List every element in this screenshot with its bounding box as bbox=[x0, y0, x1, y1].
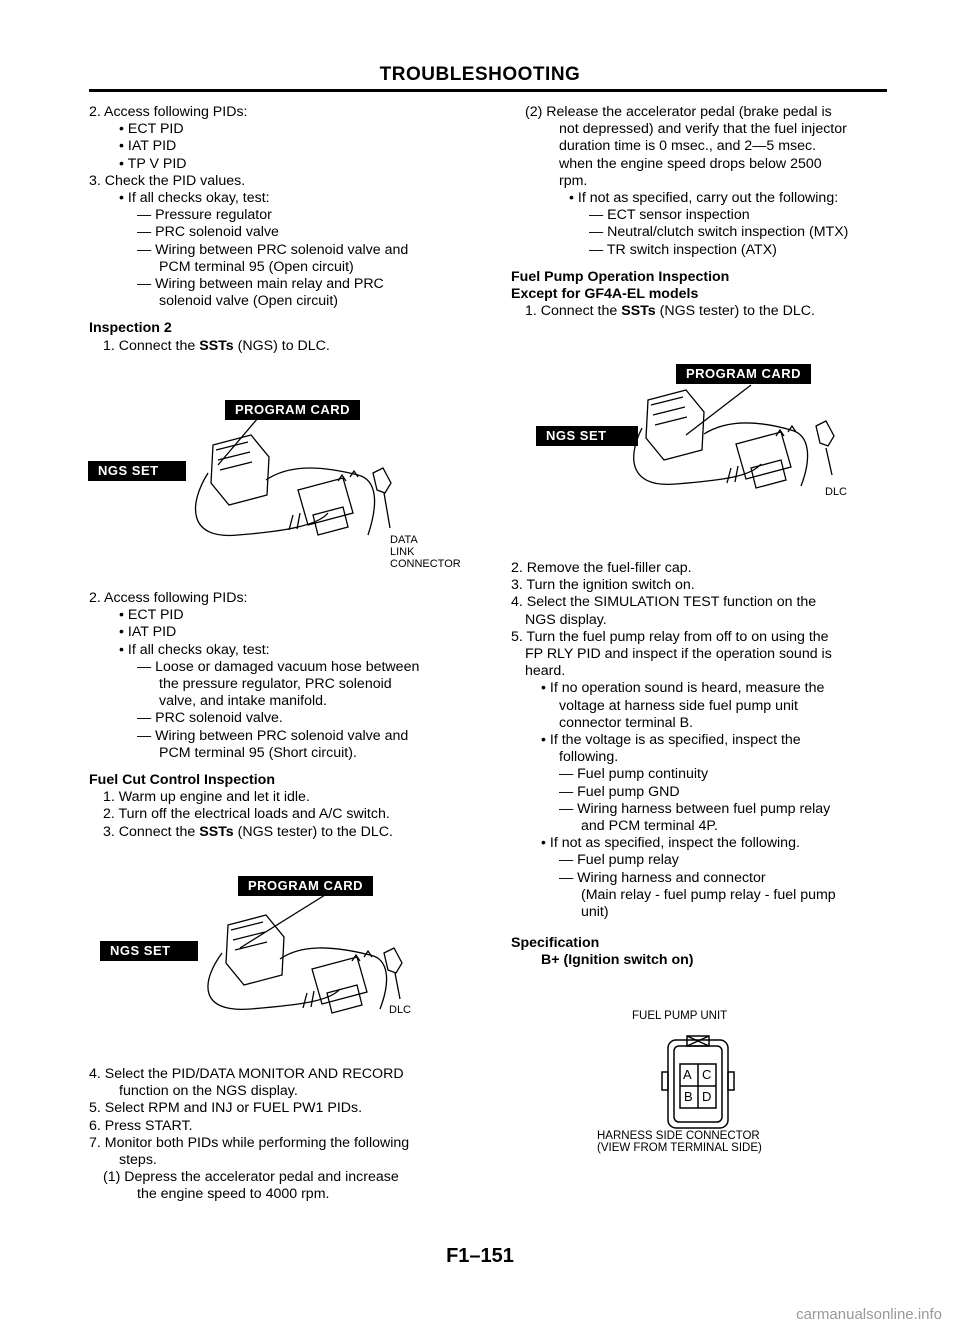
text-line: — PRC solenoid valve bbox=[137, 224, 279, 241]
text-line: 5. Select RPM and INJ or FUEL PW1 PIDs. bbox=[89, 1100, 363, 1117]
text-line: • TP V PID bbox=[119, 155, 187, 172]
header-rule bbox=[89, 89, 887, 92]
text-line: • If no operation sound is heard, measure the bbox=[541, 680, 825, 697]
text-line: — Fuel pump relay bbox=[559, 852, 679, 869]
text-line: rpm. bbox=[559, 172, 588, 189]
text-line: heard. bbox=[525, 663, 566, 680]
figure-label: CONNECTOR bbox=[390, 558, 461, 570]
text-line: 6. Press START. bbox=[89, 1117, 193, 1134]
ngs-connection-figure-1 bbox=[88, 395, 461, 575]
text-line: and PCM terminal 4P. bbox=[581, 818, 718, 835]
text-line: 3. Check the PID values. bbox=[89, 172, 246, 189]
ngs-set-tag: NGS SET bbox=[536, 426, 638, 446]
ngs-connection-figure-3 bbox=[536, 360, 856, 510]
text-line: duration time is 0 msec., and 2—5 msec. bbox=[559, 138, 817, 155]
text-line: — Wiring harness between fuel pump relay bbox=[559, 800, 831, 817]
text-line: 5. Turn the fuel pump relay from off to on using the bbox=[511, 628, 829, 645]
ngs-connection-figure-2 bbox=[100, 873, 440, 1043]
text-line: connector terminal B. bbox=[559, 714, 694, 731]
pin-label: A bbox=[683, 1067, 692, 1082]
text-line: • If not as specified, inspect the following. bbox=[541, 835, 800, 852]
text-line: • If the voltage is as specified, inspect the bbox=[541, 732, 801, 749]
text-line: — Wiring between PRC solenoid valve and bbox=[137, 241, 409, 258]
text-line: • If all checks okay, test: bbox=[119, 190, 270, 207]
text-line: 2. Turn off the electrical loads and A/C switch. bbox=[103, 806, 390, 823]
text-line: — PRC solenoid valve. bbox=[137, 710, 283, 727]
text-line: — Neutral/clutch switch inspection (MTX) bbox=[589, 224, 849, 241]
figure-label: LINK bbox=[390, 546, 415, 558]
text-line: (1) Depress the accelerator pedal and increase bbox=[103, 1169, 399, 1186]
pin-label: D bbox=[702, 1089, 712, 1104]
text-line: — Fuel pump GND bbox=[559, 783, 680, 800]
section-title: Fuel Cut Control Inspection bbox=[89, 772, 276, 789]
text-line: — TR switch inspection (ATX) bbox=[589, 241, 777, 258]
text-line: 7. Monitor both PIDs while performing the following bbox=[89, 1134, 410, 1151]
text-line: 1. Connect the SSTs (NGS tester) to the DLC. bbox=[525, 303, 815, 320]
section-title: Fuel Pump Operation Inspection bbox=[511, 268, 730, 285]
text-line: solenoid valve (Open circuit) bbox=[159, 293, 338, 310]
text-line: 1. Connect the SSTs (NGS) to DLC. bbox=[103, 337, 330, 354]
text-line: PCM terminal 95 (Short circuit). bbox=[159, 744, 357, 761]
text-line: — Wiring harness and connector bbox=[559, 869, 766, 886]
text-line: 2. Remove the fuel-filler cap. bbox=[511, 560, 692, 576]
figure-label: DLC bbox=[389, 1004, 412, 1016]
text-line: function on the NGS display. bbox=[119, 1083, 298, 1100]
section-title: Inspection 2 bbox=[89, 320, 172, 337]
text-line: 3. Connect the SSTs (NGS tester) to the DLC. bbox=[103, 823, 393, 840]
watermark: carmanualsonline.info bbox=[796, 1306, 942, 1323]
text-line: unit) bbox=[581, 904, 609, 921]
text-line: steps. bbox=[119, 1152, 157, 1169]
text-line: PCM terminal 95 (Open circuit) bbox=[159, 258, 354, 275]
pin-label: C bbox=[702, 1067, 712, 1082]
program-card-tag: PROGRAM CARD bbox=[238, 876, 373, 896]
text-line: • If not as specified, carry out the following: bbox=[569, 190, 839, 207]
text-line: — Loose or damaged vacuum hose between bbox=[137, 658, 420, 675]
text-line: • If all checks okay, test: bbox=[119, 641, 270, 658]
figure-label: DLC bbox=[825, 486, 848, 498]
text-line: 1. Warm up engine and let it idle. bbox=[103, 789, 310, 806]
fuel-pump-connector-figure bbox=[590, 1010, 810, 1160]
text-line: • ECT PID bbox=[119, 121, 184, 138]
text-line: FP RLY PID and inspect if the operation sound is bbox=[525, 646, 832, 663]
text-line: 4. Select the PID/DATA MONITOR AND RECORD bbox=[89, 1066, 404, 1082]
text-line: — Wiring between main relay and PRC bbox=[137, 276, 384, 293]
ngs-set-tag: NGS SET bbox=[100, 941, 198, 961]
section-subtitle: Except for GF4A-EL models bbox=[511, 286, 699, 303]
text-line: — Fuel pump continuity bbox=[559, 766, 709, 783]
text-line: (Main relay - fuel pump relay - fuel pump bbox=[581, 886, 836, 903]
text-line: • ECT PID bbox=[119, 607, 184, 624]
page-header: TROUBLESHOOTING bbox=[379, 64, 581, 85]
spec-title: Specification bbox=[511, 935, 600, 952]
text-line: • IAT PID bbox=[119, 624, 177, 641]
text-line: 2. Access following PIDs: bbox=[89, 590, 248, 606]
text-line: following. bbox=[559, 749, 619, 766]
program-card-tag: PROGRAM CARD bbox=[676, 364, 811, 384]
ngs-set-tag: NGS SET bbox=[88, 461, 186, 481]
program-card-tag: PROGRAM CARD bbox=[225, 400, 360, 420]
text-line: NGS display. bbox=[525, 611, 607, 628]
right-block-1 bbox=[511, 104, 911, 320]
right-block-2 bbox=[511, 560, 911, 970]
page-number: F1–151 bbox=[446, 1245, 514, 1267]
text-line: 4. Select the SIMULATION TEST function on the bbox=[511, 594, 817, 611]
text-line: the pressure regulator, PRC solenoid bbox=[159, 676, 392, 693]
connector-caption: (VIEW FROM TERMINAL SIDE) bbox=[597, 1142, 762, 1154]
left-block-3 bbox=[89, 1066, 489, 1204]
text-line: 3. Turn the ignition switch on. bbox=[511, 577, 695, 594]
text-line: • IAT PID bbox=[119, 138, 177, 155]
spec-value: B+ (Ignition switch on) bbox=[541, 952, 694, 969]
text-line: — Wiring between PRC solenoid valve and bbox=[137, 727, 409, 744]
text-line: voltage at harness side fuel pump unit bbox=[559, 697, 798, 714]
text-line: 2. Access following PIDs: bbox=[89, 104, 248, 120]
text-line: (2) Release the accelerator pedal (brake pedal is bbox=[525, 104, 832, 120]
text-line: — Pressure regulator bbox=[137, 207, 272, 224]
pin-label: B bbox=[684, 1089, 693, 1104]
text-line: when the engine speed drops below 2500 bbox=[559, 155, 822, 172]
text-line: — ECT sensor inspection bbox=[589, 207, 750, 224]
left-block-2 bbox=[89, 590, 489, 841]
figure-label: DATA bbox=[390, 534, 418, 546]
text-line: the engine speed to 4000 rpm. bbox=[137, 1186, 330, 1203]
text-line: not depressed) and verify that the fuel injector bbox=[559, 121, 847, 138]
text-line: valve, and intake manifold. bbox=[159, 693, 327, 710]
connector-title: FUEL PUMP UNIT bbox=[632, 1010, 728, 1022]
left-block-1 bbox=[89, 104, 489, 355]
connector-caption: HARNESS SIDE CONNECTOR bbox=[597, 1130, 760, 1142]
